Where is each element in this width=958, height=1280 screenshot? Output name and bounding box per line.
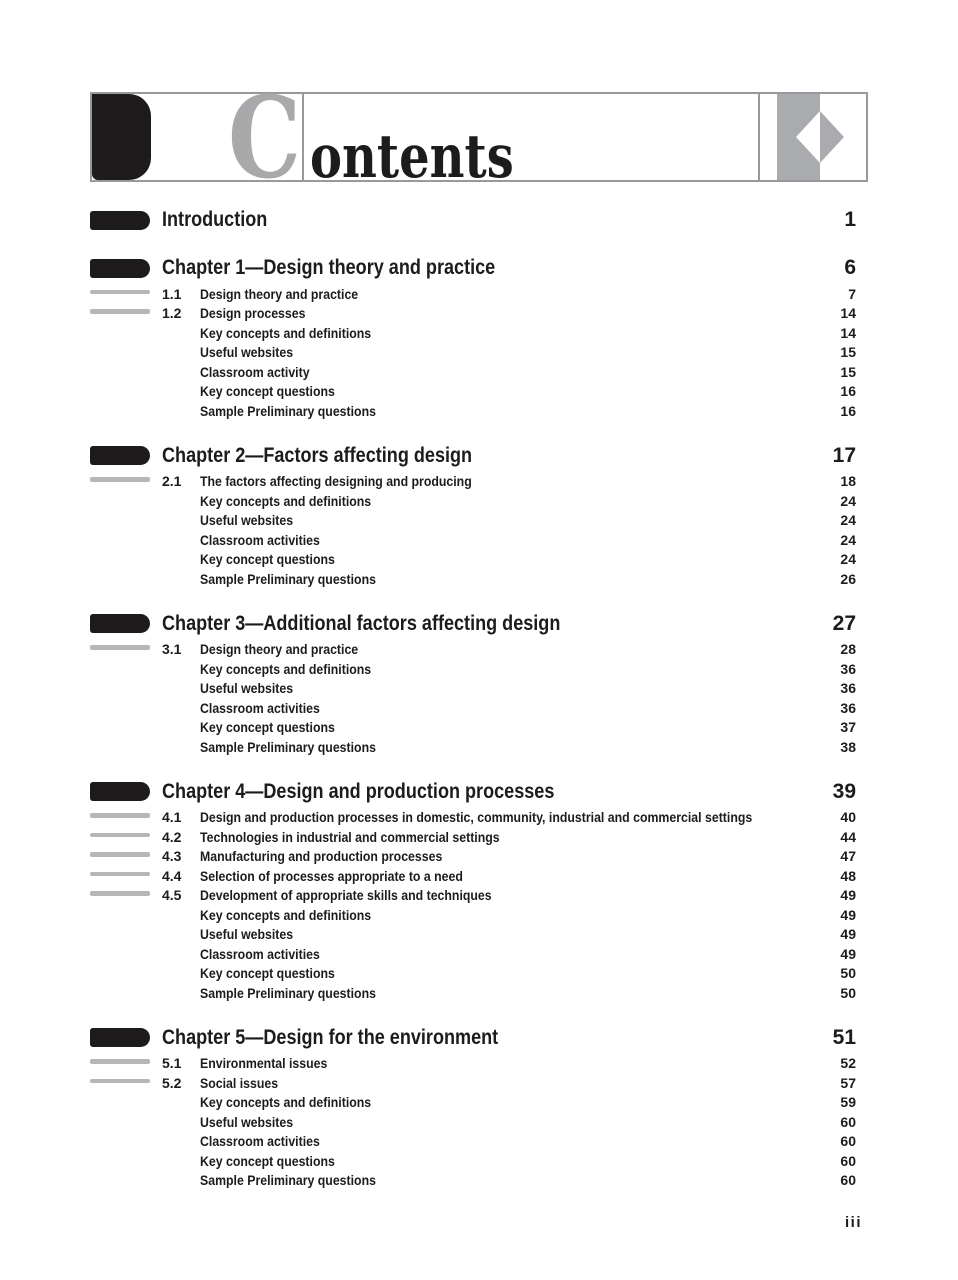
toc-item-row xyxy=(90,737,856,757)
item-title: Sample Preliminary questions xyxy=(200,1172,376,1189)
item-marker-col xyxy=(90,874,150,879)
item-title-col xyxy=(200,719,802,735)
item-title: Sample Preliminary questions xyxy=(200,402,376,419)
item-title: Key concept questions xyxy=(200,551,335,568)
item-page-number: 15 xyxy=(840,344,856,361)
chapter-marker-icon xyxy=(90,1028,150,1047)
chapter-marker-icon xyxy=(90,259,150,278)
chapter-title: Introduction xyxy=(162,208,268,231)
item-title-col xyxy=(200,403,802,419)
toc-entry xyxy=(90,207,856,233)
chapter-page-number: 39 xyxy=(832,779,856,803)
item-page-number: 24 xyxy=(840,551,856,568)
item-title-col xyxy=(200,848,802,864)
item-title-col xyxy=(200,364,802,380)
toc-item-row xyxy=(90,550,856,570)
item-page-number: 38 xyxy=(840,738,856,755)
toc-list xyxy=(90,182,856,1190)
item-title-col xyxy=(200,1153,802,1169)
header-divider-right xyxy=(758,94,760,180)
chapter-page-number: 51 xyxy=(832,1025,856,1049)
item-title: Manufacturing and production processes xyxy=(200,848,443,865)
toc-entry xyxy=(90,611,856,757)
item-marker-col xyxy=(90,835,150,840)
chapter-title-col xyxy=(162,780,802,804)
toc-item-row xyxy=(90,323,856,343)
header-tab-icon xyxy=(92,94,151,180)
item-page-number: 57 xyxy=(840,1074,856,1091)
item-title-col xyxy=(200,473,802,489)
item-title-col xyxy=(200,571,802,587)
item-marker-col xyxy=(90,1061,150,1066)
item-title: Design and production processes in domestic, community, industrial and commercial settings xyxy=(200,809,753,826)
item-title-col xyxy=(200,700,802,716)
toc-item-row xyxy=(90,827,856,847)
item-title: Key concepts and definitions xyxy=(200,492,372,509)
diamond-icon xyxy=(796,111,844,163)
section-number: 5.1 xyxy=(162,1055,182,1072)
chapter-title: Chapter 5—Design for the environment xyxy=(162,1025,499,1049)
chapter-row xyxy=(90,443,856,469)
chapter-title: Chapter 3—Additional factors affecting design xyxy=(162,611,561,635)
item-title: Useful websites xyxy=(200,680,294,697)
item-page-number: 36 xyxy=(840,680,856,697)
toc-item-row xyxy=(90,1171,856,1191)
section-marker-icon xyxy=(90,1079,150,1084)
chapter-title: Chapter 2—Factors affecting design xyxy=(162,443,473,467)
item-title: Classroom activities xyxy=(200,699,320,716)
chapter-items xyxy=(90,1054,856,1191)
toc-item-row xyxy=(90,569,856,589)
item-page-number: 26 xyxy=(840,570,856,587)
item-title: Useful websites xyxy=(200,1113,294,1130)
item-title: Sample Preliminary questions xyxy=(200,570,376,587)
toc-item-row xyxy=(90,925,856,945)
section-marker-icon xyxy=(90,290,150,295)
item-title-col xyxy=(200,551,802,567)
toc-item-row xyxy=(90,983,856,1003)
item-title-col xyxy=(200,965,802,981)
item-title: Selection of processes appropriate to a need xyxy=(200,867,463,884)
item-title-col xyxy=(200,512,802,528)
toc-item-row xyxy=(90,698,856,718)
toc-item-row xyxy=(90,944,856,964)
chapter-items xyxy=(90,472,856,589)
toc-item-row xyxy=(90,1073,856,1093)
toc-entry xyxy=(90,779,856,1003)
toc-item-row xyxy=(90,964,856,984)
item-page-number: 16 xyxy=(840,402,856,419)
item-title-col xyxy=(200,985,802,1001)
item-page-number: 49 xyxy=(840,906,856,923)
section-number: 5.2 xyxy=(162,1074,182,1091)
item-page-number: 28 xyxy=(840,641,856,658)
chapter-row xyxy=(90,1025,856,1051)
item-title: Design theory and practice xyxy=(200,641,359,658)
item-page-number: 44 xyxy=(840,828,856,845)
item-title-col xyxy=(200,829,802,845)
item-page-number: 24 xyxy=(840,531,856,548)
item-title: Classroom activities xyxy=(200,531,320,548)
chapter-title-col xyxy=(162,444,802,468)
toc-item-row xyxy=(90,472,856,492)
item-marker-col xyxy=(90,893,150,898)
item-title: Useful websites xyxy=(200,926,294,943)
item-page-number: 18 xyxy=(840,473,856,490)
item-title-col xyxy=(200,809,802,825)
item-title-col xyxy=(200,383,802,399)
chapter-title: Chapter 1—Design theory and practice xyxy=(162,256,496,279)
item-page-number: 40 xyxy=(840,809,856,826)
chapter-marker-icon xyxy=(90,614,150,633)
item-page-number: 24 xyxy=(840,512,856,529)
chapter-items xyxy=(90,808,856,1003)
chapter-items xyxy=(90,284,856,421)
toc-item-row xyxy=(90,1054,856,1074)
section-number: 1.1 xyxy=(162,285,182,302)
toc-item-row xyxy=(90,886,856,906)
item-title-col xyxy=(200,680,802,696)
toc-item-row xyxy=(90,401,856,421)
item-title: Classroom activity xyxy=(200,363,310,380)
item-title: Classroom activities xyxy=(200,945,320,962)
item-title-col xyxy=(200,907,802,923)
toc-item-row xyxy=(90,847,856,867)
section-number: 4.5 xyxy=(162,887,182,904)
chapter-marker-icon xyxy=(90,782,150,801)
chapter-title-col xyxy=(162,1026,802,1050)
item-title: Technologies in industrial and commercial settings xyxy=(200,828,500,845)
item-title: Useful websites xyxy=(200,512,294,529)
item-title: Key concepts and definitions xyxy=(200,660,372,677)
toc-entry xyxy=(90,443,856,589)
section-marker-icon xyxy=(90,645,150,650)
chapter-marker-col xyxy=(90,782,150,801)
item-title: Development of appropriate skills and techniques xyxy=(200,887,492,904)
item-page-number: 36 xyxy=(840,660,856,677)
item-page-number: 50 xyxy=(840,965,856,982)
intro-marker-icon xyxy=(90,211,150,230)
item-title: Design theory and practice xyxy=(200,285,359,302)
toc-entry xyxy=(90,1025,856,1191)
chapter-row xyxy=(90,255,856,281)
item-title: Sample Preliminary questions xyxy=(200,738,376,755)
item-page-number: 24 xyxy=(840,492,856,509)
chapter-items xyxy=(90,640,856,757)
chapter-marker-col xyxy=(90,1028,150,1047)
toc-entry xyxy=(90,255,856,421)
chapter-row xyxy=(90,779,856,805)
chapter-title-col xyxy=(162,208,802,232)
item-page-number: 14 xyxy=(840,305,856,322)
section-number: 2.1 xyxy=(162,473,182,490)
toc-item-row xyxy=(90,1132,856,1152)
item-title: Sample Preliminary questions xyxy=(200,984,376,1001)
item-marker-col xyxy=(90,311,150,316)
section-number: 1.2 xyxy=(162,305,182,322)
section-marker-icon xyxy=(90,872,150,877)
item-title: Key concepts and definitions xyxy=(200,324,372,341)
item-page-number: 16 xyxy=(840,383,856,400)
item-title-col xyxy=(200,926,802,942)
item-page-number: 36 xyxy=(840,699,856,716)
item-title-col xyxy=(200,344,802,360)
item-title: Key concept questions xyxy=(200,1152,335,1169)
item-title-col xyxy=(200,887,802,903)
toc-item-row xyxy=(90,304,856,324)
section-marker-icon xyxy=(90,852,150,857)
item-page-number: 47 xyxy=(840,848,856,865)
item-title: Key concept questions xyxy=(200,965,335,982)
item-title-col xyxy=(200,946,802,962)
item-title-col xyxy=(200,1094,802,1110)
contents-header xyxy=(90,73,868,204)
item-title-col xyxy=(200,1114,802,1130)
item-title-col xyxy=(200,532,802,548)
item-marker-col xyxy=(90,647,150,652)
item-page-number: 48 xyxy=(840,867,856,884)
item-title: Environmental issues xyxy=(200,1055,328,1072)
item-page-number: 7 xyxy=(848,285,856,302)
section-number: 4.3 xyxy=(162,848,182,865)
chapter-title: Chapter 4—Design and production processes xyxy=(162,779,555,803)
toc-item-row xyxy=(90,679,856,699)
item-title: Key concepts and definitions xyxy=(200,1094,372,1111)
page-number: iii xyxy=(844,1214,862,1231)
item-marker-col xyxy=(90,815,150,820)
section-marker-icon xyxy=(90,891,150,896)
item-title-col xyxy=(200,1055,802,1071)
item-title: Key concept questions xyxy=(200,719,335,736)
toc-item-row xyxy=(90,382,856,402)
item-page-number: 60 xyxy=(840,1152,856,1169)
toc-item-row xyxy=(90,362,856,382)
section-marker-icon xyxy=(90,833,150,838)
section-marker-icon xyxy=(90,1059,150,1064)
chapter-marker-col xyxy=(90,446,150,465)
toc-item-row xyxy=(90,640,856,660)
item-title: The factors affecting designing and producing xyxy=(200,473,472,490)
item-title-col xyxy=(200,305,802,321)
chapter-marker-col xyxy=(90,614,150,633)
item-title-col xyxy=(200,286,802,302)
chapter-page-number: 27 xyxy=(832,611,856,635)
item-title: Classroom activities xyxy=(200,1133,320,1150)
chapter-marker-icon xyxy=(90,446,150,465)
section-number: 4.2 xyxy=(162,828,182,845)
chapter-marker-col xyxy=(90,259,150,278)
item-title-col xyxy=(200,1172,802,1188)
item-page-number: 37 xyxy=(840,719,856,736)
item-page-number: 60 xyxy=(840,1172,856,1189)
toc-item-row xyxy=(90,808,856,828)
item-page-number: 59 xyxy=(840,1094,856,1111)
chapter-row xyxy=(90,207,856,233)
chapter-page-number: 1 xyxy=(844,208,856,231)
toc-item-row xyxy=(90,511,856,531)
item-page-number: 50 xyxy=(840,984,856,1001)
section-number: 3.1 xyxy=(162,641,182,658)
toc-item-row xyxy=(90,866,856,886)
item-title: Useful websites xyxy=(200,344,294,361)
item-page-number: 60 xyxy=(840,1113,856,1130)
toc-item-row xyxy=(90,1151,856,1171)
item-marker-col xyxy=(90,292,150,297)
item-title-col xyxy=(200,661,802,677)
section-number: 4.1 xyxy=(162,809,182,826)
item-title-col xyxy=(200,1133,802,1149)
item-title: Key concepts and definitions xyxy=(200,906,372,923)
item-page-number: 52 xyxy=(840,1055,856,1072)
toc-item-row xyxy=(90,284,856,304)
chapter-page-number: 17 xyxy=(832,443,856,467)
chapter-title-col xyxy=(162,612,802,636)
item-title-col xyxy=(200,493,802,509)
toc-item-row xyxy=(90,718,856,738)
item-title-col xyxy=(200,325,802,341)
section-marker-icon xyxy=(90,477,150,482)
toc-item-row xyxy=(90,1093,856,1113)
item-title: Design processes xyxy=(200,305,306,322)
item-title: Social issues xyxy=(200,1074,279,1091)
chapter-page-number: 6 xyxy=(844,256,856,279)
item-title-col xyxy=(200,1075,802,1091)
item-title-col xyxy=(200,739,802,755)
toc-item-row xyxy=(90,905,856,925)
chapter-row xyxy=(90,611,856,637)
section-number: 4.4 xyxy=(162,867,182,884)
item-page-number: 60 xyxy=(840,1133,856,1150)
toc-item-row xyxy=(90,343,856,363)
item-page-number: 49 xyxy=(840,945,856,962)
chapter-title-col xyxy=(162,256,802,280)
item-title: Key concept questions xyxy=(200,383,335,400)
item-marker-col xyxy=(90,479,150,484)
title-rest: ontents xyxy=(310,122,514,192)
item-marker-col xyxy=(90,1081,150,1086)
toc-item-row xyxy=(90,1112,856,1132)
item-title-col xyxy=(200,868,802,884)
item-page-number: 49 xyxy=(840,926,856,943)
title-initial: C xyxy=(228,73,302,204)
toc-item-row xyxy=(90,530,856,550)
header-divider-left xyxy=(302,94,304,180)
section-marker-icon xyxy=(90,309,150,314)
toc-item-row xyxy=(90,491,856,511)
item-title-col xyxy=(200,641,802,657)
item-page-number: 49 xyxy=(840,887,856,904)
item-page-number: 14 xyxy=(840,324,856,341)
item-marker-col xyxy=(90,854,150,859)
item-page-number: 15 xyxy=(840,363,856,380)
toc-item-row xyxy=(90,659,856,679)
section-marker-icon xyxy=(90,813,150,818)
chapter-marker-col xyxy=(90,211,150,230)
